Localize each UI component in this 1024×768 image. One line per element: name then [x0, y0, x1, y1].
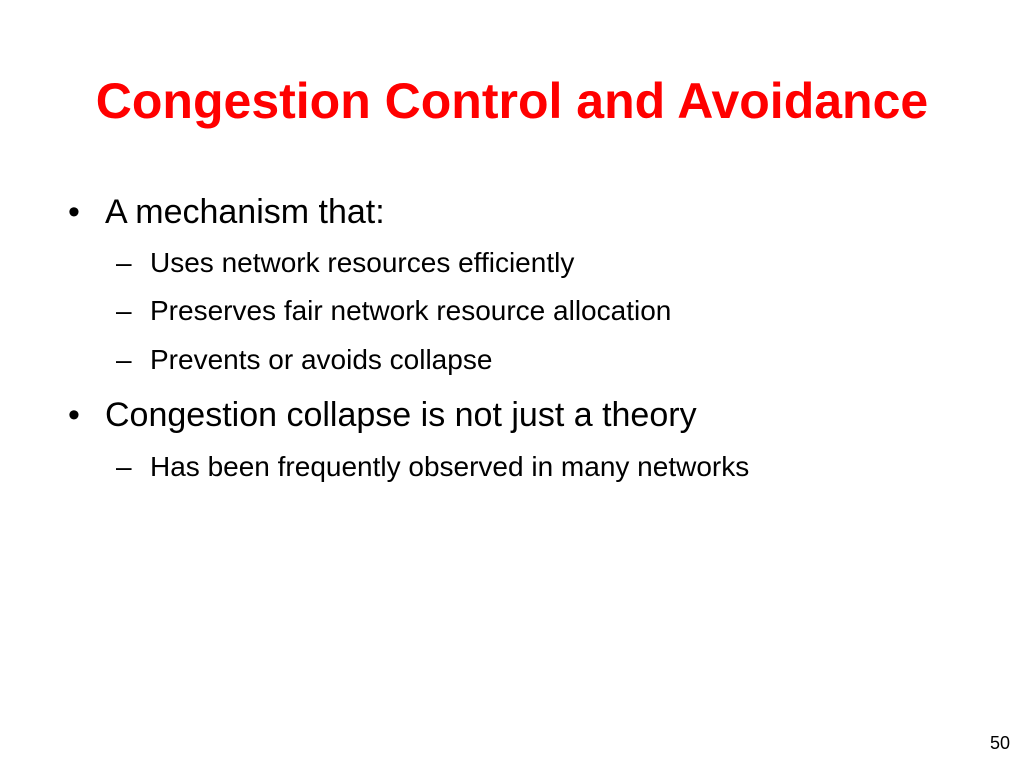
sub-bullet-text: Prevents or avoids collapse — [150, 344, 493, 375]
bullet-item-mechanism — [68, 192, 385, 232]
bullet-marker: • — [68, 396, 80, 434]
sub-bullet-marker: – — [116, 451, 132, 482]
page-number: 50 — [989, 733, 1010, 753]
sub-bullet-text: Preserves fair network resource allocation — [150, 295, 672, 326]
sub-bullet-text: Has been frequently observed in many networks — [150, 451, 750, 482]
sub-bullet-marker: – — [116, 247, 132, 278]
slide-title: Congestion Control and Avoidance — [95, 73, 929, 129]
bullet-text: Congestion collapse is not just a theory — [105, 396, 697, 434]
sub-bullet-item — [116, 343, 492, 377]
bullet-text: A mechanism that: — [105, 193, 385, 231]
sub-bullet-text: Uses network resources efficiently — [150, 247, 575, 278]
bullet-marker: • — [68, 193, 80, 231]
sub-bullet-marker: – — [116, 344, 132, 375]
sub-bullet-marker: – — [116, 295, 132, 326]
sub-bullet-item — [116, 450, 749, 484]
sub-bullet-item — [116, 294, 671, 328]
sub-bullet-item — [116, 246, 574, 280]
bullet-item-collapse — [68, 395, 697, 435]
